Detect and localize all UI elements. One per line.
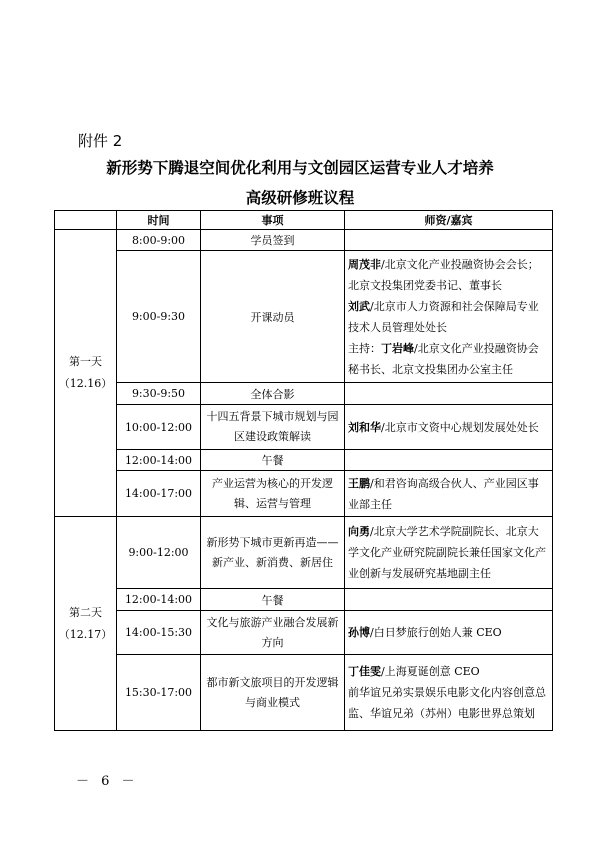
guest-name: 丁佳雯	[348, 665, 381, 678]
time-cell: 9:00-12:00	[117, 517, 201, 589]
guest-entry	[348, 661, 549, 682]
guest-desc: /上海夏诞创意 CEO	[381, 665, 480, 678]
page-title: 新形势下腾退空间优化利用与文创园区运营专业人才培养	[106, 159, 494, 177]
table-row	[55, 383, 553, 405]
table-row	[55, 517, 553, 589]
guest-cell	[345, 230, 553, 251]
time-cell: 12:00-14:00	[117, 589, 201, 611]
host-prefix: 主持：	[348, 341, 381, 355]
guest-desc: 前华谊兄弟实景娱乐电影文化内容创意总监、华谊兄弟（苏州）电影世界总策划	[348, 686, 546, 720]
day-cell	[55, 517, 117, 731]
attachment-label: 附件 2	[78, 132, 123, 150]
guest-cell	[345, 611, 553, 655]
item-cell: 十四五背景下城市规划与园区建设政策解读	[201, 405, 345, 450]
guest-cell	[345, 589, 553, 611]
page-subtitle: 高级研修班议程	[245, 189, 355, 207]
time-cell: 12:00-14:00	[117, 450, 201, 471]
guest-name: 刘和华	[348, 420, 381, 434]
guest-entry	[348, 682, 549, 724]
guest-name: 周茂非	[348, 257, 381, 271]
time-cell: 9:00-9:30	[117, 251, 201, 383]
guest-cell	[345, 450, 553, 471]
item-cell: 文化与旅游产业融合发展新方向	[201, 611, 345, 655]
table-row	[55, 405, 553, 450]
guest-name: 丁岩峰	[381, 341, 414, 355]
day-date: （12.17）	[58, 627, 113, 641]
guest-desc: /白日梦旅行创始人兼 CEO	[370, 626, 502, 639]
guest-desc: /北京文化产业投融资协会会长；北京文投集团党委书记、董事长	[348, 257, 539, 292]
time-cell: 14:00-17:00	[117, 471, 201, 517]
table-header-row	[55, 211, 553, 230]
guest-desc: /北京市文资中心规划发展处处长	[381, 420, 539, 434]
item-cell: 学员签到	[201, 230, 345, 251]
guest-entry	[348, 254, 549, 296]
guest-cell	[345, 655, 553, 731]
page-number: － 6 －	[76, 774, 139, 789]
guest-desc: /北京文化产业投融资协会秘书长、北京文投集团办公室主任	[348, 341, 539, 376]
day-cell	[55, 230, 117, 517]
guest-name: 刘武	[348, 299, 370, 313]
guest-cell	[345, 471, 553, 517]
time-cell: 14:00-15:30	[117, 611, 201, 655]
header-time: 时间	[117, 211, 201, 230]
table-row	[55, 589, 553, 611]
guest-cell	[345, 517, 553, 589]
table-row	[55, 611, 553, 655]
table-row	[55, 471, 553, 517]
guest-cell	[345, 405, 553, 450]
item-cell: 产业运营为核心的开发逻辑、运营与管理	[201, 471, 345, 517]
header-guests: 师资/嘉宾	[345, 211, 553, 230]
item-cell: 全体合影	[201, 383, 345, 405]
guest-name: 孙博	[348, 626, 370, 639]
item-cell: 都市新文旅项目的开发逻辑与商业模式	[201, 655, 345, 731]
table-row	[55, 450, 553, 471]
guest-desc: /北京大学艺术学院副院长、北京大学文化产业研究院副院长兼任国家文化产业创新与发展研究基地副主任	[348, 525, 546, 580]
guest-cell	[345, 383, 553, 405]
day-label: 第二天	[69, 605, 102, 619]
item-cell: 开课动员	[201, 251, 345, 383]
day-label: 第一天	[69, 355, 102, 368]
guest-desc: /和君咨询高级合伙人、产业园区事业部主任	[348, 476, 539, 511]
guest-entry	[348, 338, 549, 380]
item-cell: 午餐	[201, 589, 345, 611]
item-cell: 新形势下城市更新再造——新产业、新消费、新居住	[201, 517, 345, 589]
time-cell: 9:30-9:50	[117, 383, 201, 405]
guest-name: 向勇	[348, 525, 370, 538]
guest-desc: /北京市人力资源和社会保障局专业技术人员管理处处长	[348, 299, 539, 334]
agenda-table	[54, 210, 553, 731]
header-day	[55, 211, 117, 230]
item-cell: 午餐	[201, 450, 345, 471]
time-cell: 15:30-17:00	[117, 655, 201, 731]
time-cell: 8:00-9:00	[117, 230, 201, 251]
guest-cell	[345, 251, 553, 383]
time-cell: 10:00-12:00	[117, 405, 201, 450]
header-item: 事项	[201, 211, 345, 230]
table-row	[55, 230, 553, 251]
table-row	[55, 251, 553, 383]
day-date: （12.16）	[58, 377, 113, 390]
guest-entry	[348, 296, 549, 338]
guest-name: 王鹏	[348, 476, 370, 490]
table-row	[55, 655, 553, 731]
